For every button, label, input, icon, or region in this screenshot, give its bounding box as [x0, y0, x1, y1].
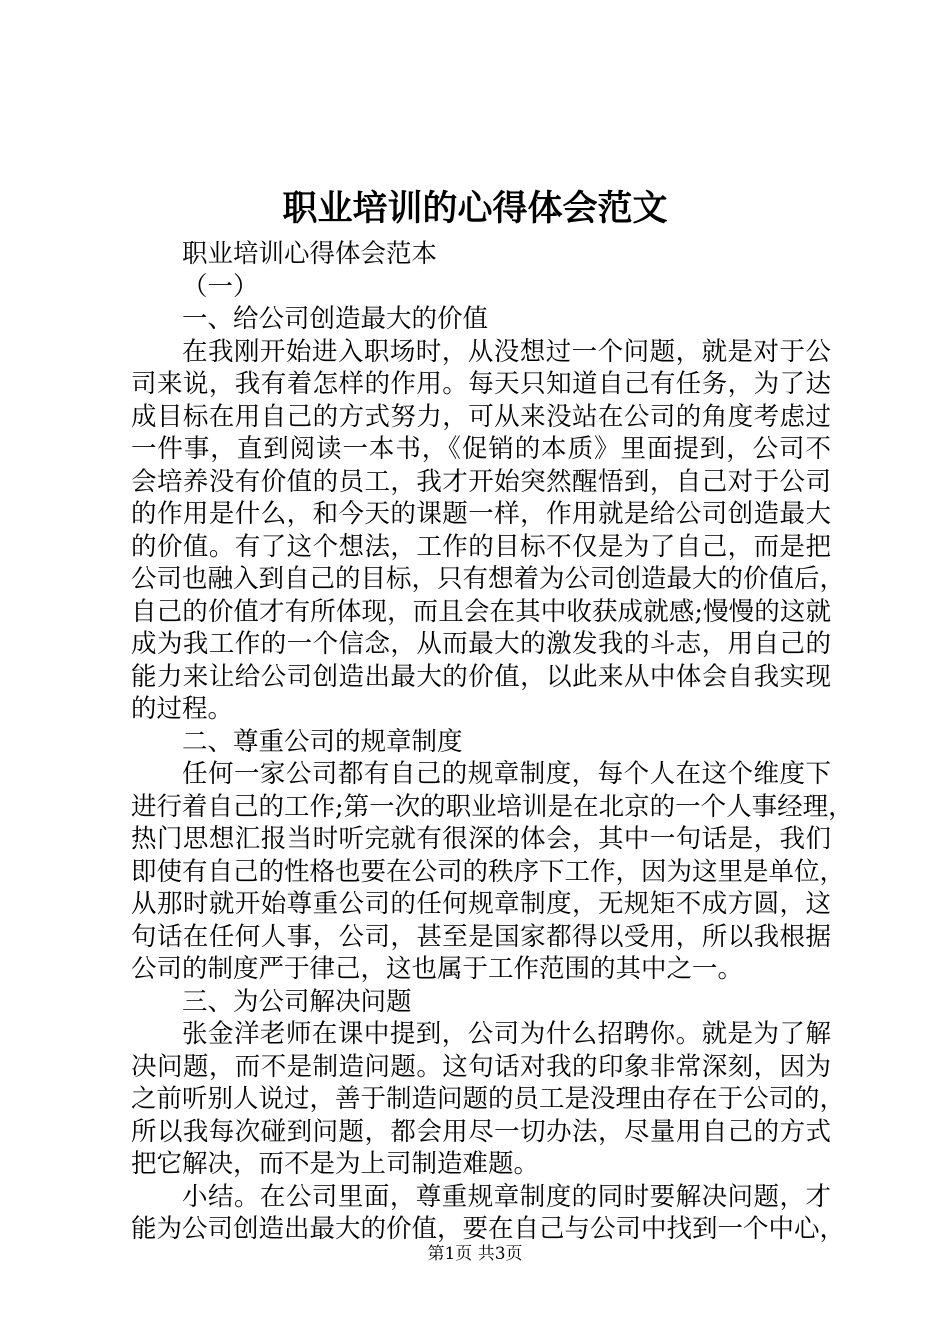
- text-line: 所以我每次碰到问题，都会用尽一切办法，尽量用自己的方式: [131, 1116, 831, 1147]
- text-line: 从那时就开始尊重公司的任何规章制度，无规矩不成方圆，这: [131, 889, 831, 919]
- document-title: 职业培训的心得体会范文: [282, 188, 668, 229]
- text-line: 决问题，而不是制造问题。这句话对我的印象非常深刻，因为: [131, 1051, 831, 1082]
- text-line: 在我刚开始进入职场时，从没想过一个问题，就是对于公: [182, 336, 831, 367]
- text-line: 的作用是什么，和今天的课题一样，作用就是给公司创造最大: [131, 499, 831, 529]
- text-line: 能力来让给公司创造出最大的价值，以此来从中体会自我实现: [131, 661, 831, 692]
- text-line: 把它解决，而不是为上司制造难题。: [131, 1149, 540, 1179]
- page-footer: 第1页 共3页: [427, 1244, 523, 1264]
- text-line: 司来说，我有着怎样的作用。每天只知道自己有任务，为了达: [131, 369, 831, 399]
- text-line: 句话在任何人事，公司，甚至是国家都得以受用，所以我根据: [131, 921, 831, 952]
- text-line: 的过程。: [131, 694, 234, 724]
- text-line: 小结。在公司里面，尊重规章制度的同时要解决问题，才: [182, 1181, 831, 1212]
- text-line: 公司的制度严于律己，这也属于工作范围的其中之一。: [131, 954, 744, 984]
- text-line: 三、为公司解决问题: [182, 986, 412, 1017]
- text-line: 进行着自己的工作;第一次的职业培训是在北京的一个人事经理，: [131, 791, 854, 822]
- text-line: 成为我工作的一个信念，从而最大的激发我的斗志，用自己的: [131, 629, 831, 659]
- text-line: 会培养没有价值的员工，我才开始突然醒悟到，自己对于公司: [131, 466, 831, 497]
- text-line: 即使有自己的性格也要在公司的秩序下工作，因为这里是单位，: [131, 856, 846, 887]
- text-line: 一、给公司创造最大的价值: [182, 304, 489, 334]
- text-line: 公司也融入到自己的目标，只有想着为公司创造最大的价值后，: [131, 564, 846, 594]
- document-body: [131, 238, 854, 1246]
- text-line: 之前听别人说过，善于制造问题的员工是没理由存在于公司的，: [131, 1084, 846, 1114]
- text-line: 张金洋老师在课中提到，公司为什么招聘你。就是为了解: [182, 1019, 831, 1049]
- text-line: 热门思想汇报当时听完就有很深的体会，其中一句话是，我们: [131, 824, 831, 854]
- text-line: 职业培训心得体会范本: [182, 239, 438, 269]
- text-line: 能为公司创造出最大的价值，要在自己与公司中找到一个中心，: [131, 1214, 846, 1244]
- text-line: 二、尊重公司的规章制度: [182, 726, 463, 757]
- text-line: 自己的价值才有所体现，而且会在其中收获成就感;慢慢的这就: [131, 596, 831, 627]
- text-line: （一）: [182, 271, 259, 302]
- text-line: 一件事，直到阅读一本书，《促销的本质》里面提到，公司不: [131, 434, 831, 464]
- text-line: 的价值。有了这个想法，工作的目标不仅是为了自己，而是把: [131, 531, 831, 562]
- text-line: 成目标在用自己的方式努力，可从来没站在公司的角度考虑过: [131, 401, 831, 432]
- text-line: 任何一家公司都有自己的规章制度，每个人在这个维度下: [182, 759, 831, 789]
